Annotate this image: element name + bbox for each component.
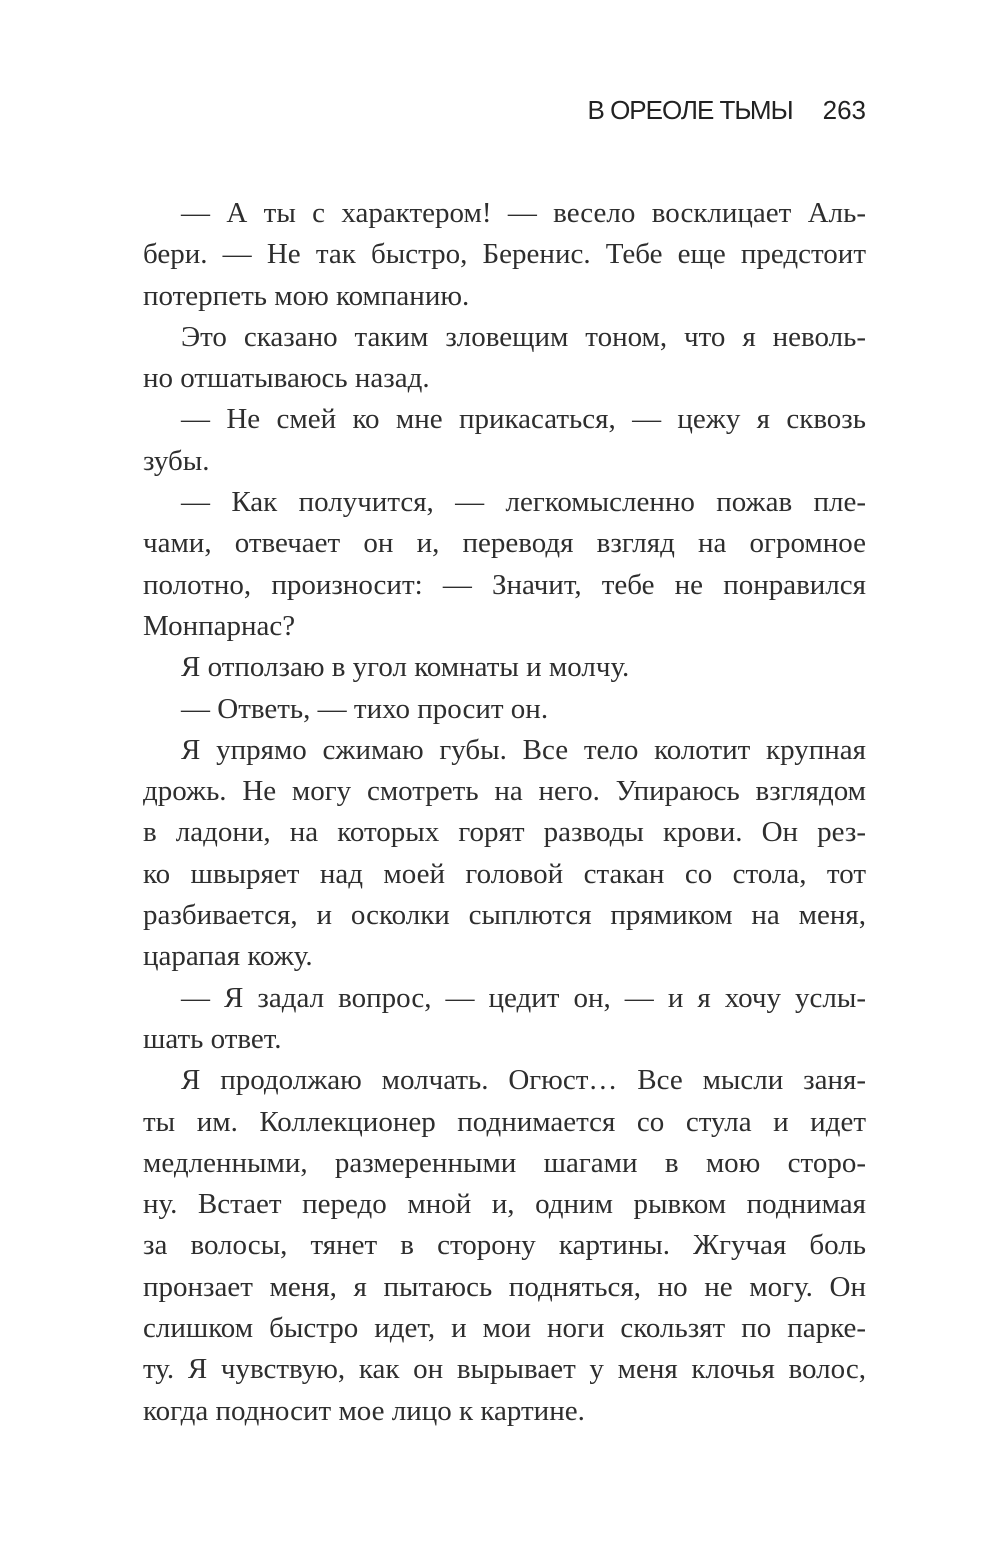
text-line: Я отползаю в угол комнаты и молчу. <box>181 651 630 684</box>
text-line: зубы. <box>143 444 210 477</box>
text-line: ну. Встает передо мной и, одним рывком поднимая <box>143 1188 866 1221</box>
text-line: — Как получится, — легкомысленно пожав пле- <box>181 486 866 519</box>
text-line: слишком быстро идет, и мои ноги скользят по парке- <box>143 1312 866 1345</box>
text-line: ты им. Коллекционер поднимается со стула и идет <box>143 1105 866 1138</box>
paragraph <box>143 1060 866 1432</box>
text-line: когда подносит мое лицо к картине. <box>143 1394 585 1427</box>
text-line: полотно, произносит: — Значит, тебе не понравился <box>143 568 866 601</box>
text-line: шать ответ. <box>143 1022 282 1055</box>
text-line: Я упрямо сжимаю губы. Все тело колотит крупная <box>181 733 866 766</box>
text-line: медленными, размеренными шагами в мою сторо- <box>143 1146 866 1179</box>
page-number: 263 <box>822 95 866 125</box>
body-text <box>143 193 866 1432</box>
text-line: но отшатываюсь назад. <box>143 362 430 395</box>
paragraph <box>143 647 866 688</box>
text-line: потерпеть мою компанию. <box>143 279 470 312</box>
text-line: чами, отвечает он и, переводя взгляд на огромное <box>143 527 866 560</box>
text-line: разбивается, и осколки сыплются прямиком на меня, <box>143 899 866 932</box>
text-line: в ладони, на которых горят разводы крови. Он рез- <box>143 816 866 849</box>
text-line: Это сказано таким зловещим тоном, что я неволь- <box>181 320 866 353</box>
text-line: пронзает меня, я пытаюсь подняться, но не могу. Он <box>143 1270 866 1303</box>
paragraph <box>143 193 866 317</box>
paragraph <box>143 482 866 647</box>
text-line: ко швыряет над моей головой стакан со стола, тот <box>143 857 866 890</box>
paragraph <box>143 730 866 978</box>
text-line: — А ты с характером! — весело восклицает Аль- <box>181 197 866 229</box>
paragraph <box>143 978 866 1061</box>
text-line: Монпарнас? <box>143 609 296 642</box>
text-line: ту. Я чувствую, как он вырывает у меня клочья волос, <box>143 1353 866 1386</box>
text-line: — Я задал вопрос, — цедит он, — и я хочу услы- <box>181 981 866 1014</box>
text-line: за волосы, тянет в сторону картины. Жгучая боль <box>143 1229 866 1262</box>
paragraph <box>143 317 866 400</box>
paragraph <box>143 399 866 482</box>
text-line: — Ответь, — тихо просит он. <box>181 692 549 725</box>
text-line: дрожь. Не могу смотреть на него. Упираюсь взглядом <box>143 775 866 808</box>
text-line: — Не смей ко мне прикасаться, — цежу я сквозь <box>181 403 866 436</box>
text-line: бери. — Не так быстро, Беренис. Тебе еще предстоит <box>143 238 866 271</box>
paragraph <box>143 689 866 730</box>
text-line: Я продолжаю молчать. Огюст… Все мысли заня- <box>181 1064 866 1097</box>
running-header <box>588 97 866 123</box>
text-line: царапая кожу. <box>143 940 313 973</box>
running-title: В ОРЕОЛЕ ТЬМЫ <box>587 95 793 125</box>
